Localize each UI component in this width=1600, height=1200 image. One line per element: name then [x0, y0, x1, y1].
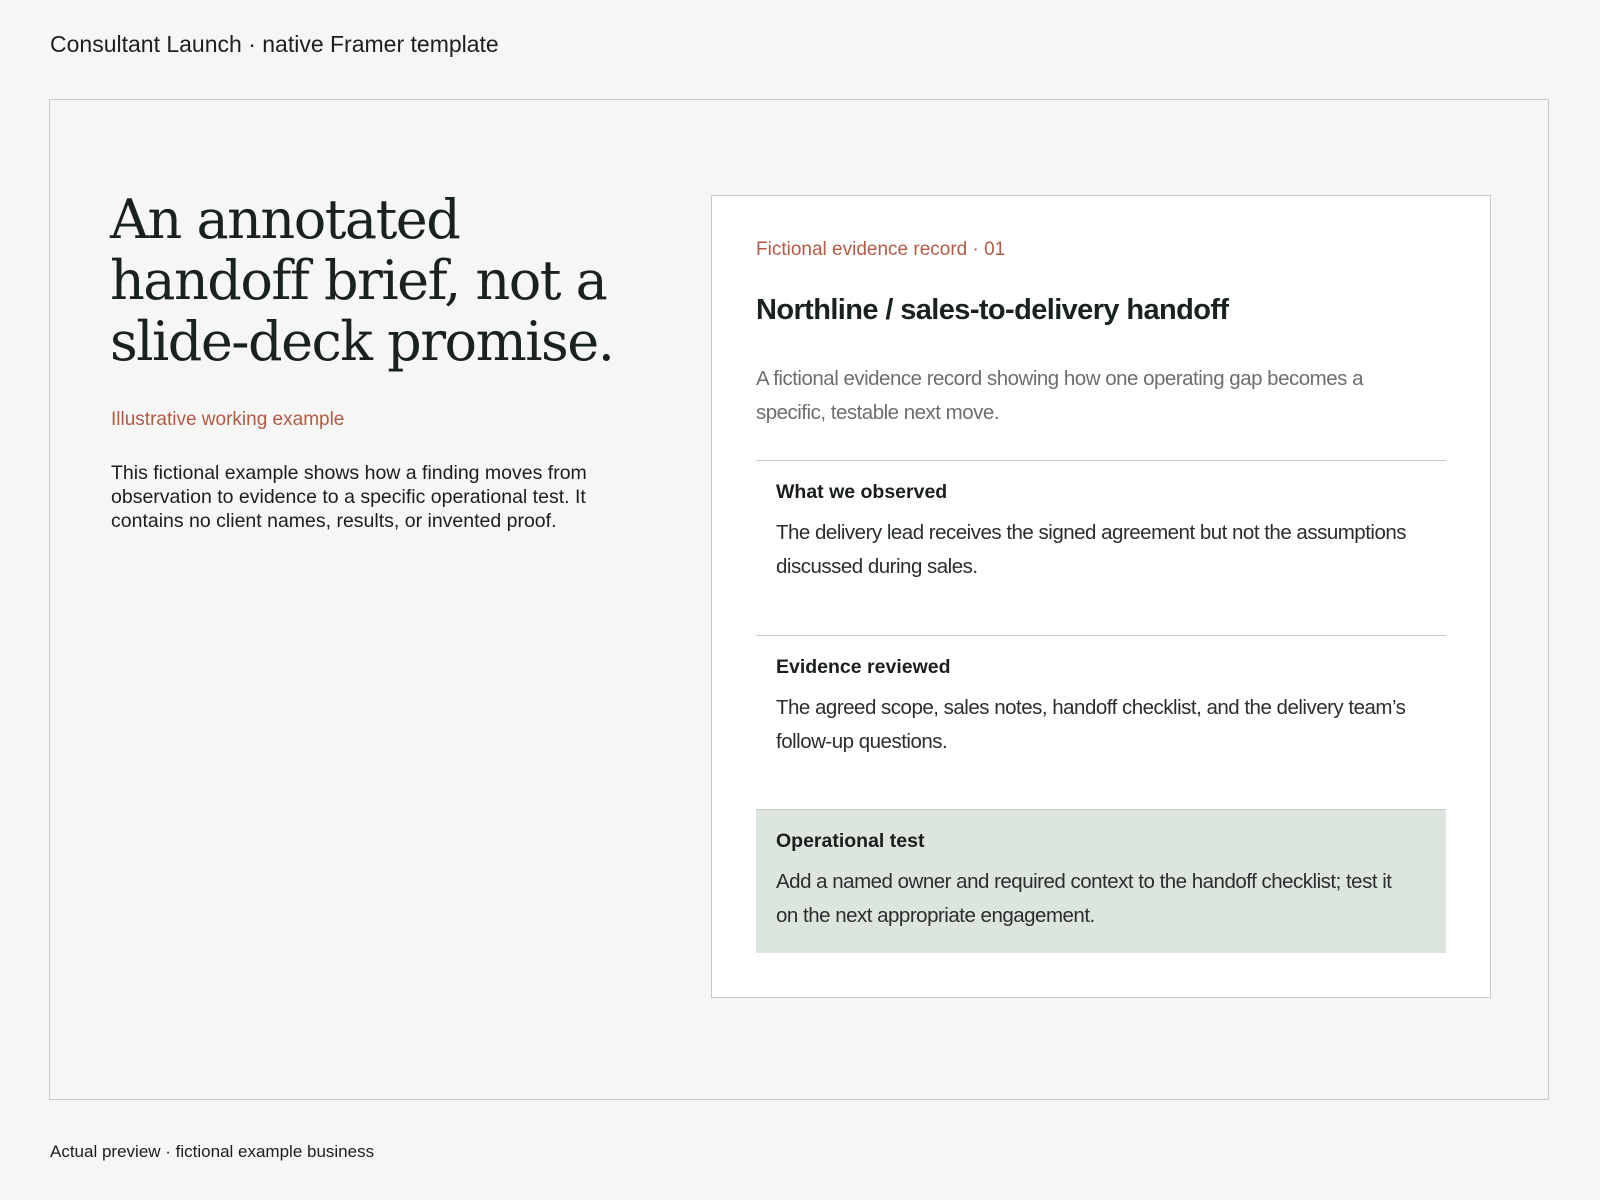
block-title: Operational test: [776, 830, 925, 852]
card-eyebrow: Fictional evidence record · 01: [756, 239, 1006, 260]
block-title: What we observed: [776, 481, 948, 503]
evidence-block: [756, 635, 1446, 809]
footer-caption: Actual preview · fictional example business: [50, 1142, 375, 1161]
card-title: Northline / sales-to-delivery handoff: [756, 294, 1229, 326]
preview-frame: [49, 99, 1549, 1100]
hero-eyebrow: Illustrative working example: [111, 409, 345, 430]
block-text: Add a named owner and required context to the handoff checklist; test it on the next appropriate engagement.: [776, 870, 1392, 927]
page-title: Consultant Launch · native Framer template: [50, 31, 499, 57]
hero-headline: An annotated handoff brief, not a slide-deck promise.: [110, 188, 614, 373]
observed-block: [756, 460, 1446, 635]
operational-test-block: [756, 809, 1446, 953]
block-title: Evidence reviewed: [776, 656, 951, 678]
hero-intro: This fictional example shows how a finding moves from observation to evidence to a specific operational test. It contains no client names, results, or invented proof.: [111, 462, 587, 532]
block-text: The delivery lead receives the signed agreement but not the assumptions discussed during sales.: [776, 521, 1406, 578]
block-text: The agreed scope, sales notes, handoff checklist, and the delivery team’s follow-up questions.: [776, 696, 1406, 753]
card-description: A fictional evidence record showing how one operating gap becomes a specific, testable next move.: [756, 367, 1363, 424]
evidence-card: [711, 195, 1491, 998]
